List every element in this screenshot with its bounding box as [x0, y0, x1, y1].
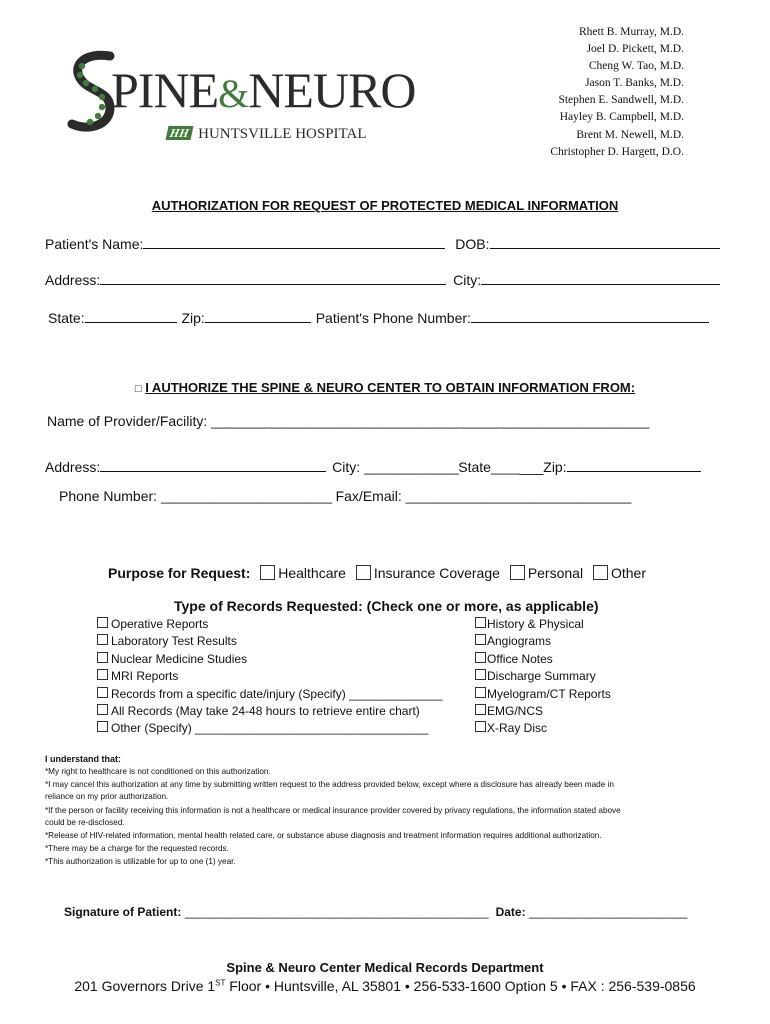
purpose-label: Purpose for Request:	[108, 565, 251, 581]
record-option[interactable]: Discharge Summary	[475, 669, 655, 686]
checkbox-icon[interactable]	[510, 565, 525, 580]
provider-phone-field[interactable]: _________________________	[160, 489, 332, 504]
record-option[interactable]: Office Notes	[475, 652, 655, 669]
dob-label: DOB:	[455, 236, 490, 252]
record-option[interactable]: Myelogram/CT Reports	[475, 687, 655, 704]
hospital-mark-icon: HH	[166, 126, 194, 140]
form-title: AUTHORIZATION FOR REQUEST OF PROTECTED MEDICAL INFORMATION	[151, 198, 619, 213]
records-heading: Type of Records Requested: (Check one or more, as applicable)	[174, 598, 599, 614]
record-option[interactable]: Other (Specify) ___________________________________	[97, 721, 467, 738]
record-option[interactable]: Records from a specific date/injury (Specify) ______________	[97, 687, 467, 704]
hospital-name: HUNTSVILLE HOSPITAL	[198, 126, 367, 142]
checkbox-icon[interactable]	[593, 565, 608, 580]
patient-name-row	[45, 234, 720, 252]
record-option[interactable]: Nuclear Medicine Studies	[97, 652, 467, 669]
logo-word-neuro: NEURO	[248, 62, 416, 118]
doctor-list	[550, 24, 684, 161]
purpose-personal[interactable]: Personal	[510, 565, 583, 581]
provider-row	[47, 413, 649, 429]
phone-label: Patient's Phone Number:	[315, 310, 471, 326]
provider-label: Name of Provider/Facility:	[47, 413, 212, 429]
provider-address-label: Address:	[45, 459, 101, 475]
doctor-name: Christopher D. Hargett, D.O.	[550, 145, 684, 158]
purpose-insurance[interactable]: Insurance Coverage	[356, 565, 500, 581]
provider-state-label: State	[458, 459, 491, 475]
record-option[interactable]: All Records (May take 24-48 hours to retrieve entire chart)	[97, 704, 467, 721]
doctor-name: Cheng W. Tao, M.D.	[588, 60, 684, 73]
doctor-name: Rhett B. Murray, M.D.	[579, 26, 684, 38]
zip-label: Zip:	[181, 310, 205, 326]
logo	[64, 48, 484, 148]
checkbox-icon[interactable]	[97, 669, 108, 680]
provider-state-field[interactable]: ___	[490, 460, 513, 475]
understand-line: *My right to healthcare is not conditioned on this authorization.	[45, 767, 271, 776]
patient-name-field[interactable]	[143, 234, 445, 249]
authorize-checkbox[interactable]: □	[134, 383, 142, 395]
signature-field[interactable]: ________________________________________________	[184, 905, 489, 919]
doctor-name: Hayley B. Campbell, M.D.	[559, 111, 684, 124]
patient-name-label: Patient's Name:	[45, 236, 144, 252]
provider-fax-label: Fax/Email:	[331, 488, 406, 504]
patient-state-row	[48, 308, 709, 326]
footer-department: Spine & Neuro Center Medical Records Department	[226, 960, 544, 975]
checkbox-icon[interactable]	[475, 669, 486, 680]
checkbox-icon[interactable]	[97, 617, 108, 628]
authorize-heading: I AUTHORIZE THE SPINE & NEURO CENTER TO OBTAIN INFORMATION FROM:	[145, 380, 636, 395]
provider-city-label: City:	[332, 459, 365, 475]
checkbox-icon[interactable]	[475, 704, 486, 715]
checkbox-icon[interactable]	[97, 687, 108, 698]
address-label: Address:	[45, 272, 101, 288]
dob-field[interactable]	[490, 234, 720, 249]
checkbox-icon[interactable]	[475, 687, 486, 698]
state-label: State:	[48, 310, 85, 326]
understand-block	[45, 753, 725, 869]
record-option[interactable]: Operative Reports	[97, 617, 467, 634]
understand-line: *Release of HIV-related information, mental health related care, or substance abuse diagnosis and treatment information requires additional authorization.	[45, 831, 602, 841]
understand-line: *If the person or facility receiving this information is not a healthcare or medical insurance provider covered by privacy regulations, the information stated above	[45, 805, 621, 815]
state-field[interactable]	[85, 308, 177, 323]
understand-line: *There may be a charge for the requested records.	[45, 844, 229, 854]
checkbox-icon[interactable]	[260, 565, 275, 580]
provider-phone-row	[59, 488, 631, 504]
signature-label: Signature of Patient:	[64, 905, 185, 919]
understand-line: *This authorization is utilizable for up to one (1) year.	[45, 857, 236, 867]
checkbox-icon[interactable]	[475, 617, 486, 628]
record-option[interactable]: MRI Reports	[97, 669, 467, 686]
provider-field[interactable]: __________________________________________________________________	[211, 414, 649, 429]
signature-row	[64, 905, 687, 919]
logo-ampersand: &	[218, 71, 249, 116]
address-field[interactable]	[100, 270, 446, 285]
checkbox-icon[interactable]	[97, 652, 108, 663]
doctor-name: Brent M. Newell, M.D.	[576, 128, 684, 141]
date-label: Date:	[495, 905, 529, 919]
understand-line: reliance on my prior authorization.	[45, 792, 169, 802]
records-right-list	[475, 617, 655, 739]
date-field[interactable]: _________________________	[528, 905, 688, 919]
doctor-name: Jason T. Banks, M.D.	[585, 77, 684, 90]
patient-address-row	[45, 270, 720, 288]
provider-fax-field[interactable]: _________________________________	[405, 489, 631, 504]
doctor-name: Joel D. Pickett, M.D.	[586, 43, 684, 56]
provider-phone-label: Phone Number:	[59, 488, 161, 504]
checkbox-icon[interactable]	[97, 704, 108, 715]
checkbox-icon[interactable]	[97, 634, 108, 645]
provider-zip-field[interactable]	[567, 457, 701, 472]
understand-line: *I may cancel this authorization at any time by submitting written request to the address provided below, except where a disclosure has already been made in	[45, 780, 614, 790]
record-option[interactable]: X-Ray Disc	[475, 721, 655, 738]
logo-word-spine: PINE	[111, 62, 219, 118]
purpose-other[interactable]: Other	[593, 565, 646, 581]
checkbox-icon[interactable]	[475, 634, 486, 645]
phone-field[interactable]	[471, 308, 709, 323]
record-option[interactable]: Angiograms	[475, 634, 655, 651]
authorize-heading-row	[0, 380, 770, 395]
checkbox-icon[interactable]	[356, 565, 371, 580]
checkbox-icon[interactable]	[97, 721, 108, 732]
purpose-healthcare[interactable]: Healthcare	[260, 565, 346, 581]
footer-address: 201 Governors Drive 1ST Floor • Huntsville, AL 35801 • 256-533-1600 Option 5 • FAX : 256-539-0856	[74, 978, 696, 994]
provider-city-field[interactable]: ______________	[364, 460, 459, 475]
doctor-name: Stephen E. Sandwell, M.D.	[558, 94, 684, 107]
records-left-list	[97, 617, 467, 739]
provider-zip-label: ___Zip:	[519, 459, 567, 475]
provider-address-field[interactable]	[100, 457, 326, 472]
understand-line: could be re-disclosed.	[45, 817, 125, 827]
record-option[interactable]: History & Physical	[475, 617, 655, 634]
city-label: City:	[453, 272, 482, 288]
purpose-row	[108, 565, 646, 581]
checkbox-icon[interactable]	[475, 721, 486, 732]
city-field[interactable]	[481, 270, 720, 285]
provider-address-row: Address: City: ______________State_______Zip:	[45, 457, 701, 475]
understand-heading: I understand that:	[45, 754, 121, 764]
record-option[interactable]: Laboratory Test Results	[97, 634, 467, 651]
zip-field[interactable]	[205, 308, 311, 323]
record-option[interactable]: EMG/NCS	[475, 704, 655, 721]
checkbox-icon[interactable]	[475, 652, 486, 663]
